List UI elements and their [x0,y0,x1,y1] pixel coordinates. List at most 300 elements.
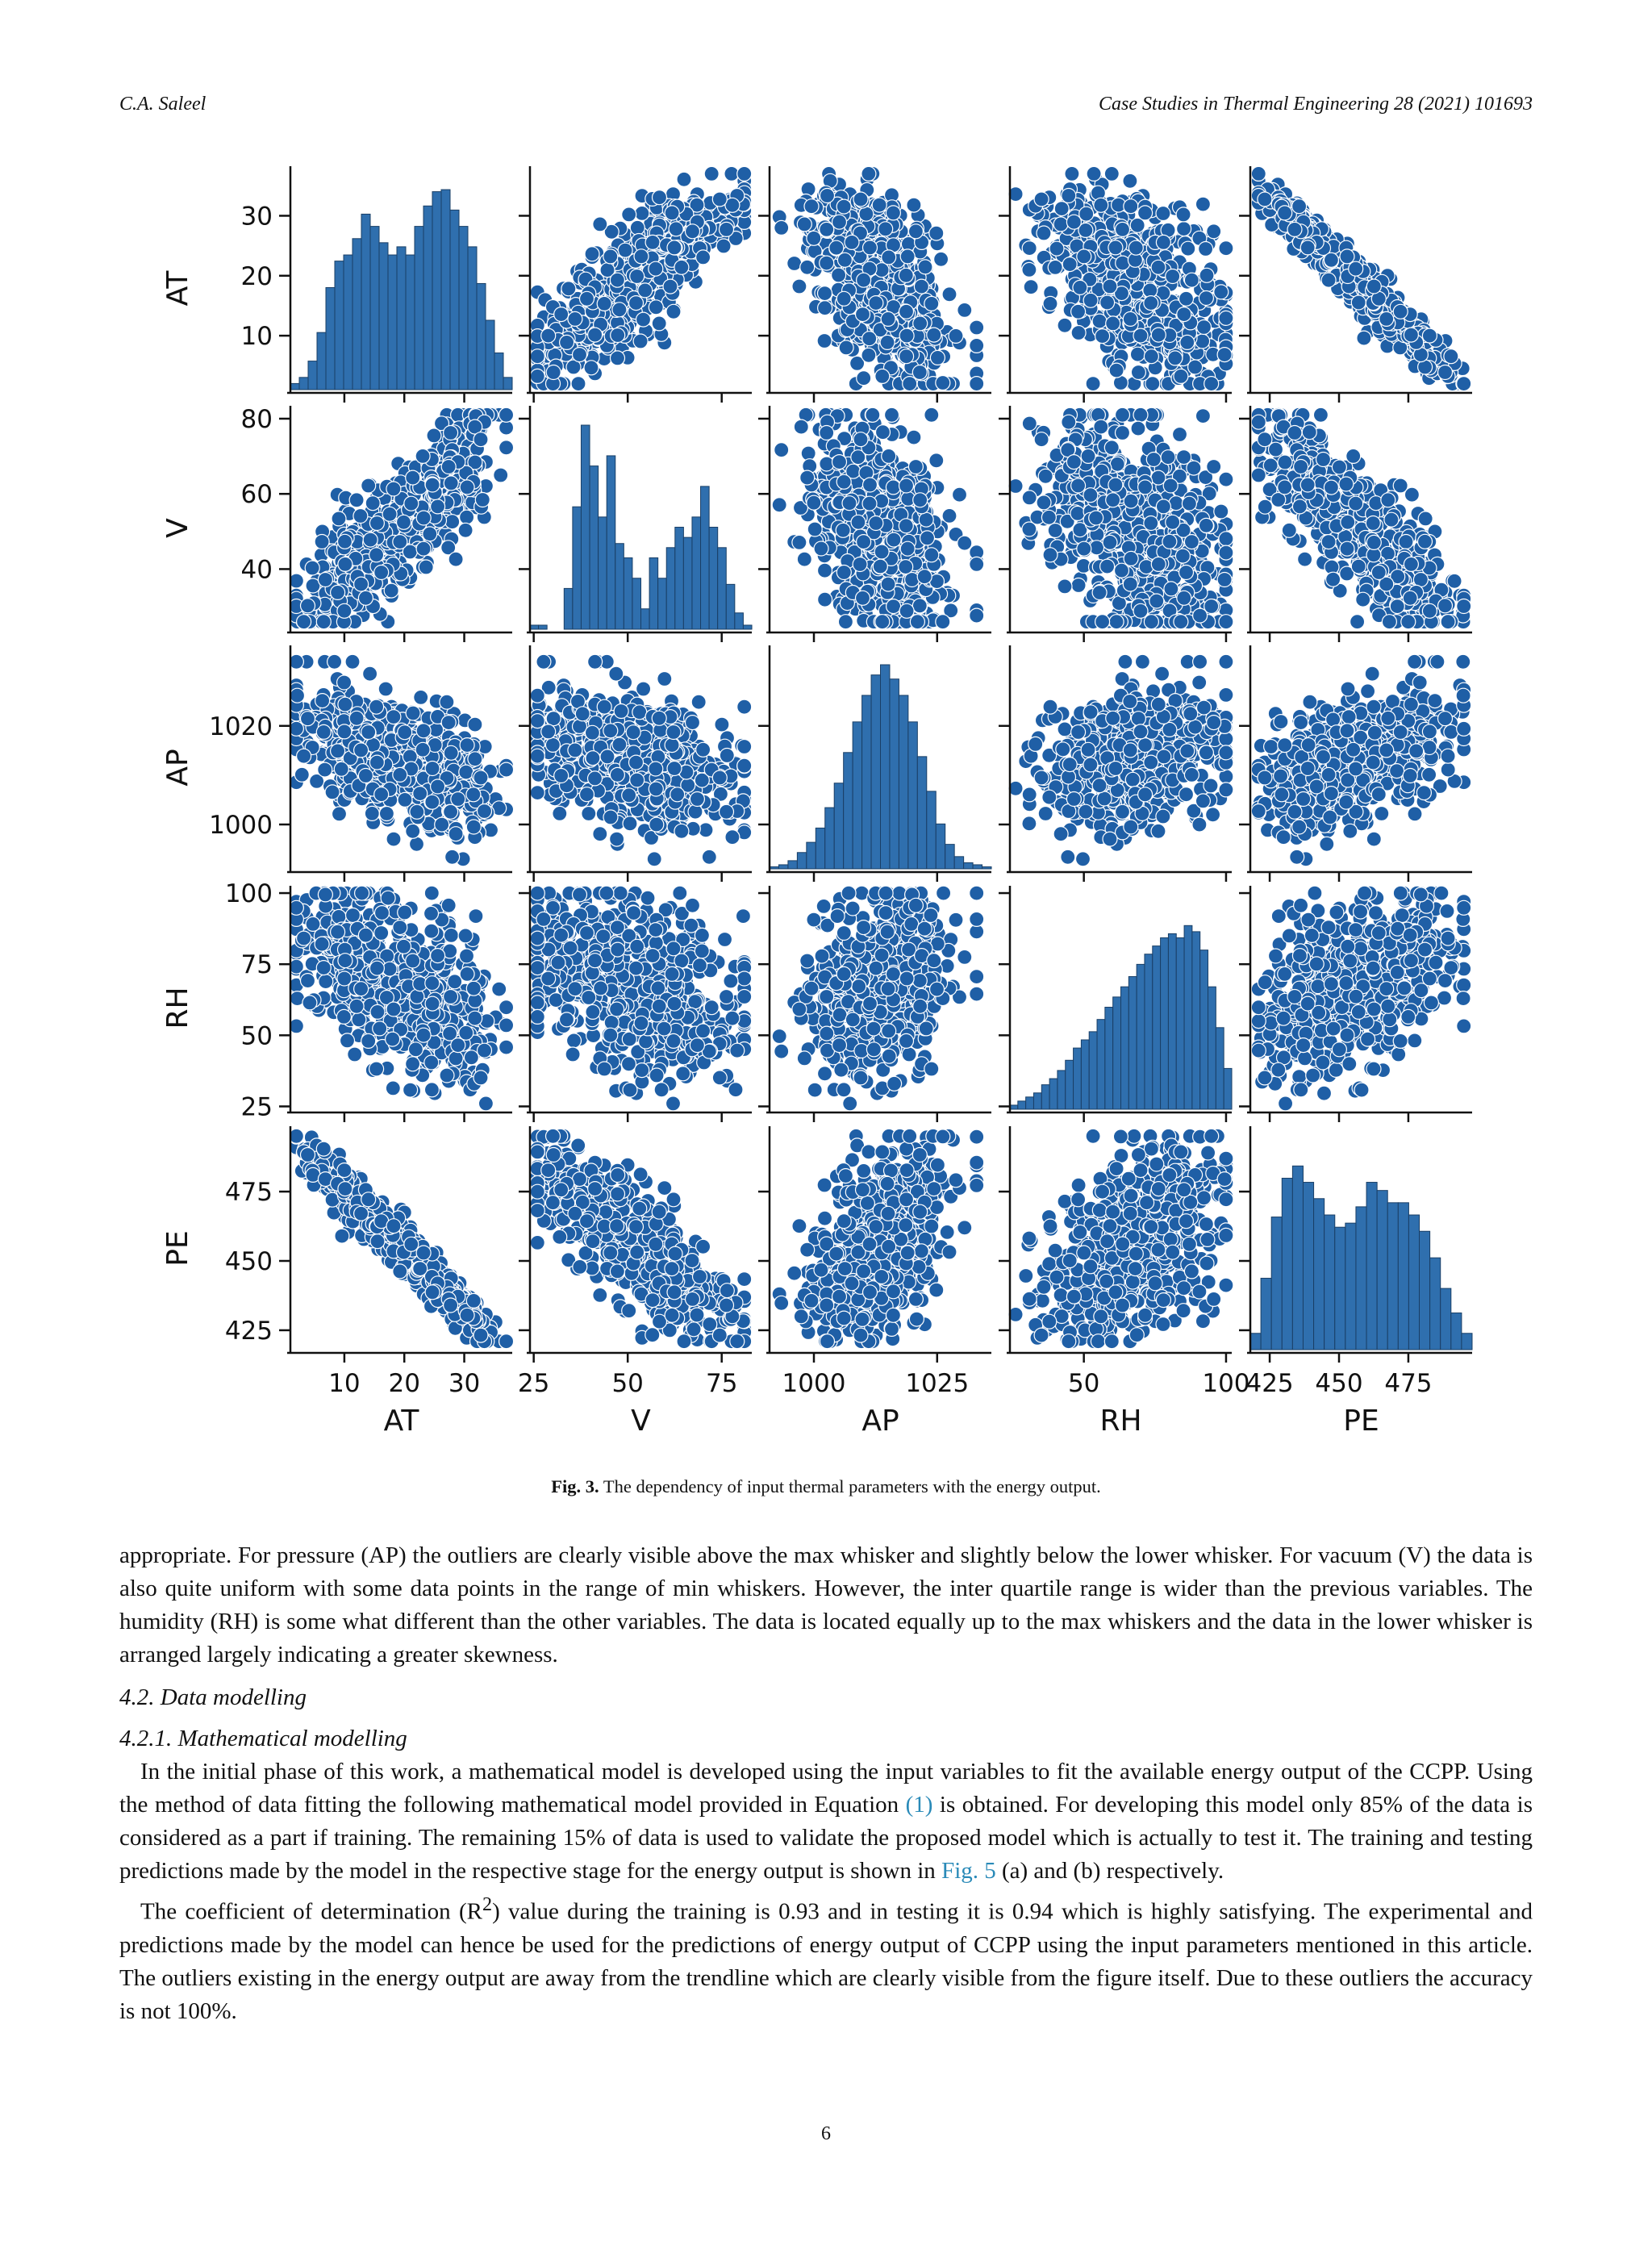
scatter-point [882,250,896,265]
scatter-point [1124,199,1138,214]
panel-V-vs-AP [758,406,991,642]
scatter-point [881,311,895,326]
scatter-point [1130,218,1145,232]
scatter-point [445,515,460,529]
scatter-point [1022,522,1037,536]
scatter-point [857,371,871,386]
scatter-point [886,599,901,614]
scatter-point [1182,496,1196,511]
scatter-point [337,603,352,618]
scatter-point [1292,199,1307,214]
histogram-bar [743,625,752,629]
scatter-point [622,207,636,222]
scatter-point [1195,409,1210,424]
scatter-point [878,222,893,236]
scatter-point [970,377,984,391]
scatter-point [369,516,384,531]
scatter-point [1100,295,1115,310]
scatter-point [1053,217,1068,232]
scatter-point [861,166,876,181]
scatter-point [384,583,398,598]
scatter-point [869,516,883,531]
scatter-point [588,328,603,342]
scatter-point [1161,450,1175,465]
histogram-bar [735,613,744,629]
panel-AT-vs-PE [1239,166,1472,403]
histogram-bar [590,466,599,629]
scatter-point [1349,261,1363,276]
scatter-point [1094,419,1108,434]
scatter-point [363,532,378,547]
scatter-point [460,480,474,495]
scatter-point [1207,224,1221,239]
scatter-point [1034,192,1049,207]
scatter-point [1174,369,1188,383]
scatter-point [1103,535,1117,549]
panel-AT-vs-AT [279,166,512,403]
scatter-point [393,535,407,549]
scatter-point [1087,166,1101,181]
scatter-point [919,512,933,527]
histogram-bar [361,214,370,390]
scatter-point [794,419,808,434]
scatter-point [912,365,927,380]
scatter-point [1156,235,1170,249]
scatter-point [568,311,582,326]
scatter-point [900,249,915,264]
scatter-point [800,470,815,485]
scatter-point [774,443,789,457]
scatter-point [666,304,681,319]
scatter-point [853,557,867,572]
scatter-point [862,332,877,346]
scatter-point [1058,579,1072,594]
scatter-point [560,335,574,349]
scatter-point [1124,551,1138,566]
histogram-bar [388,255,397,390]
scatter-point [1041,510,1056,524]
scatter-point [918,260,932,274]
histogram-bar [450,210,459,390]
scatter-point [1168,351,1183,365]
scatter-point [1100,559,1115,574]
scatter-point [1166,269,1180,284]
scatter-point [1128,240,1143,255]
scatter-point [957,536,972,550]
scatter-point [873,559,887,574]
scatter-point [1103,279,1117,294]
histogram-bar [683,537,692,629]
scatter-point [881,577,895,591]
scatter-point [814,541,828,556]
scatter-point [886,532,901,547]
scatter-point [1422,328,1437,343]
scatter-point [349,493,364,507]
scatter-point [924,296,939,311]
scatter-point [1123,173,1137,188]
scatter-point [1163,478,1178,493]
scatter-point [571,377,586,391]
scatter-point [448,552,463,566]
scatter-point [425,478,440,492]
scatter-point [861,348,876,362]
scatter-point [416,541,431,556]
scatter-point [1049,241,1064,256]
scatter-point [415,449,430,463]
scatter-point [1144,615,1158,629]
scatter-point [530,349,544,364]
scatter-point [1123,311,1137,326]
scatter-point [1022,241,1037,256]
scatter-point [899,349,914,364]
scatter-point [1144,296,1158,311]
scatter-point [603,249,618,264]
scatter-point [1123,577,1137,591]
scatter-point [1071,304,1086,319]
scatter-point [886,206,900,220]
scatter-point [331,585,345,599]
scatter-point [696,250,711,265]
scatter-point [1173,428,1187,442]
scatter-point [1081,449,1095,463]
scatter-point [863,240,878,255]
scatter-point [645,235,660,249]
scatter-point [1404,328,1418,342]
scatter-point [1024,280,1038,294]
scatter-point [1070,506,1085,520]
scatter-point [318,573,332,587]
scatter-point [774,220,789,235]
scatter-point [1457,377,1471,391]
scatter-point [859,207,874,221]
histogram-bar [599,517,607,629]
scatter-point [1177,222,1191,236]
scatter-point [305,561,319,575]
histogram-bar [726,584,735,629]
scatter-point [797,552,811,566]
scatter-point [934,252,949,266]
scatter-point [792,279,807,294]
scatter-point [1138,206,1153,220]
scatter-point [1258,192,1272,207]
scatter-point [652,316,666,331]
scatter-point [880,335,895,349]
scatter-point [584,361,599,375]
scatter-point [611,351,625,365]
scatter-point [1083,293,1098,307]
scatter-point [610,273,624,287]
scatter-point [1177,450,1191,465]
scatter-point [1177,591,1191,605]
scatter-point [820,189,835,203]
scatter-point [1324,253,1338,267]
scatter-point [1179,291,1194,306]
histogram-bar [477,283,486,390]
scatter-point [1104,166,1119,181]
scatter-point [899,304,914,319]
scatter-point [1207,460,1221,474]
scatter-point [636,312,651,327]
scatter-point [970,338,984,353]
scatter-point [1393,304,1408,319]
scatter-point [597,296,611,311]
scatter-point [905,573,920,587]
scatter-point [1062,257,1077,272]
scatter-point [1195,334,1210,349]
scatter-point [1095,329,1110,344]
scatter-point [1038,469,1053,483]
scatter-point [374,566,389,580]
scatter-point [1144,349,1158,364]
scatter-point [792,535,807,549]
scatter-point [829,240,844,255]
scatter-point [1199,268,1214,282]
scatter-point [1214,504,1229,519]
scatter-point [899,519,913,533]
scatter-point [1199,291,1213,306]
scatter-point [338,534,353,549]
scatter-point [917,570,932,584]
scatter-point [869,296,883,311]
scatter-point [772,498,786,512]
scatter-point [1214,285,1229,299]
scatter-point [1086,377,1100,391]
scatter-point [1116,426,1130,440]
scatter-point [787,257,802,271]
scatter-point [820,457,834,471]
histogram-bar [649,557,658,629]
scatter-point [1156,499,1170,514]
histogram-bar [709,528,718,630]
panel-AT-vs-V [519,166,752,403]
scatter-point [404,496,419,511]
scatter-point [704,166,719,181]
scatter-point [818,286,832,301]
scatter-point [1089,511,1103,525]
scatter-point [1043,296,1058,311]
scatter-point [863,478,878,492]
scatter-point [1278,206,1292,220]
scatter-point [899,268,913,282]
scatter-point [1156,207,1170,221]
scatter-point [1071,326,1086,340]
scatter-point [369,548,384,562]
scatter-point [669,222,683,236]
scatter-point [382,507,397,521]
histogram-bar [624,557,632,629]
histogram-bar [379,243,388,390]
scatter-point [1287,222,1302,236]
scatter-point [1197,320,1212,335]
scatter-point [737,166,752,181]
scatter-point [1177,307,1191,322]
scatter-point [1071,478,1086,493]
scatter-point [444,426,458,440]
scatter-point [807,495,821,510]
histogram-bar [406,255,415,390]
scatter-point [1219,545,1233,560]
scatter-point [856,591,870,605]
scatter-point [820,426,834,440]
scatter-point [686,224,700,239]
scatter-point [836,474,851,489]
scatter-point [315,535,329,549]
scatter-point [653,190,667,205]
scatter-point [494,468,508,482]
scatter-point [1175,549,1190,563]
histogram-bar [564,588,573,629]
scatter-point [970,320,984,335]
scatter-point [1149,594,1164,608]
scatter-point [441,460,456,474]
scatter-point [875,615,890,629]
scatter-point [716,239,731,253]
scatter-point [1181,241,1195,256]
scatter-point [1188,360,1203,374]
scatter-point [1138,480,1153,495]
scatter-point [546,365,561,380]
scatter-point [957,303,972,317]
scatter-point [1184,273,1199,287]
scatter-point [838,615,853,629]
scatter-point [1340,249,1354,264]
scatter-point [900,541,915,556]
scatter-point [1184,535,1199,549]
scatter-point [354,577,369,591]
scatter-point [953,487,967,502]
scatter-point [1034,432,1049,447]
histogram-bar [459,227,468,390]
scatter-point [914,279,928,294]
panel-V-vs-PE [1239,406,1472,642]
scatter-point [1357,331,1371,345]
scatter-point [431,499,445,514]
scatter-point [475,493,490,507]
scatter-point [1131,365,1145,380]
scatter-point [612,303,627,317]
scatter-point [386,482,401,496]
scatter-point [839,340,853,355]
scatter-point [332,511,346,526]
scatter-point [920,531,935,545]
scatter-point [1151,557,1166,571]
scatter-point [301,599,315,613]
scatter-point [872,198,886,212]
scatter-point [820,256,834,270]
scatter-point [561,282,576,296]
scatter-point [419,560,433,574]
scatter-point [1166,515,1180,529]
scatter-point [1104,440,1119,455]
histogram-bar [441,190,450,390]
scatter-point [1204,599,1219,614]
scatter-point [856,307,870,322]
scatter-point [1151,470,1166,485]
scatter-point [1300,240,1315,255]
histogram-bar [581,425,590,629]
scatter-point [1062,189,1076,203]
scatter-point [1164,582,1179,596]
scatter-point [912,599,927,613]
scatter-point [635,206,649,220]
histogram-bar [632,578,641,629]
histogram-bar [503,378,512,390]
scatter-point [886,480,900,495]
scatter-point [1109,363,1124,378]
scatter-point [866,407,880,422]
scatter-point [554,307,569,322]
scatter-point [1350,615,1365,629]
scatter-point [1219,472,1233,486]
scatter-point [936,615,950,629]
scatter-point [1022,416,1037,431]
scatter-point [1131,421,1145,436]
scatter-point [853,432,868,447]
scatter-point [836,523,850,537]
scatter-point [851,515,866,529]
scatter-point [634,249,649,264]
scatter-point [832,455,847,470]
panel-V-vs-RH [999,406,1233,642]
scatter-point [874,545,889,559]
scatter-point [1066,215,1081,229]
scatter-point [1106,316,1120,331]
scatter-point [1219,311,1233,325]
scatter-point [1180,335,1195,349]
scatter-point [541,328,556,343]
scatter-point [797,217,811,232]
scatter-point [970,557,984,571]
scatter-point [907,430,921,445]
scatter-point [836,199,851,214]
scatter-point [1199,518,1213,532]
scatter-point [942,287,957,302]
scatter-point [580,291,594,306]
scatter-point [1146,453,1161,467]
scatter-point [416,511,431,525]
scatter-point [970,608,984,623]
scatter-point [427,428,441,443]
scatter-point [908,224,923,239]
panel-V-vs-AT [279,406,514,642]
scatter-point [875,369,890,383]
scatter-point [585,247,599,261]
scatter-point [817,334,832,349]
panel-AT-vs-RH [999,166,1233,403]
scatter-point [927,328,941,342]
histogram-bar [530,625,539,629]
scatter-point [1130,347,1145,361]
scatter-point [316,615,331,629]
scatter-point [667,240,682,255]
scatter-point [913,493,928,507]
scatter-point [593,217,607,232]
scatter-point [1079,207,1094,221]
scatter-point [611,328,625,343]
scatter-point [1110,457,1124,471]
scatter-point [1379,311,1394,326]
scatter-point [649,300,663,315]
histogram-bar [370,227,379,390]
histogram-bar [326,288,335,390]
scatter-point [712,192,727,207]
scatter-point [1054,202,1069,216]
scatter-point [1133,407,1148,422]
scatter-point [1204,377,1219,391]
scatter-point [1174,615,1188,629]
scatter-point [1071,578,1086,593]
scatter-point [638,283,653,298]
